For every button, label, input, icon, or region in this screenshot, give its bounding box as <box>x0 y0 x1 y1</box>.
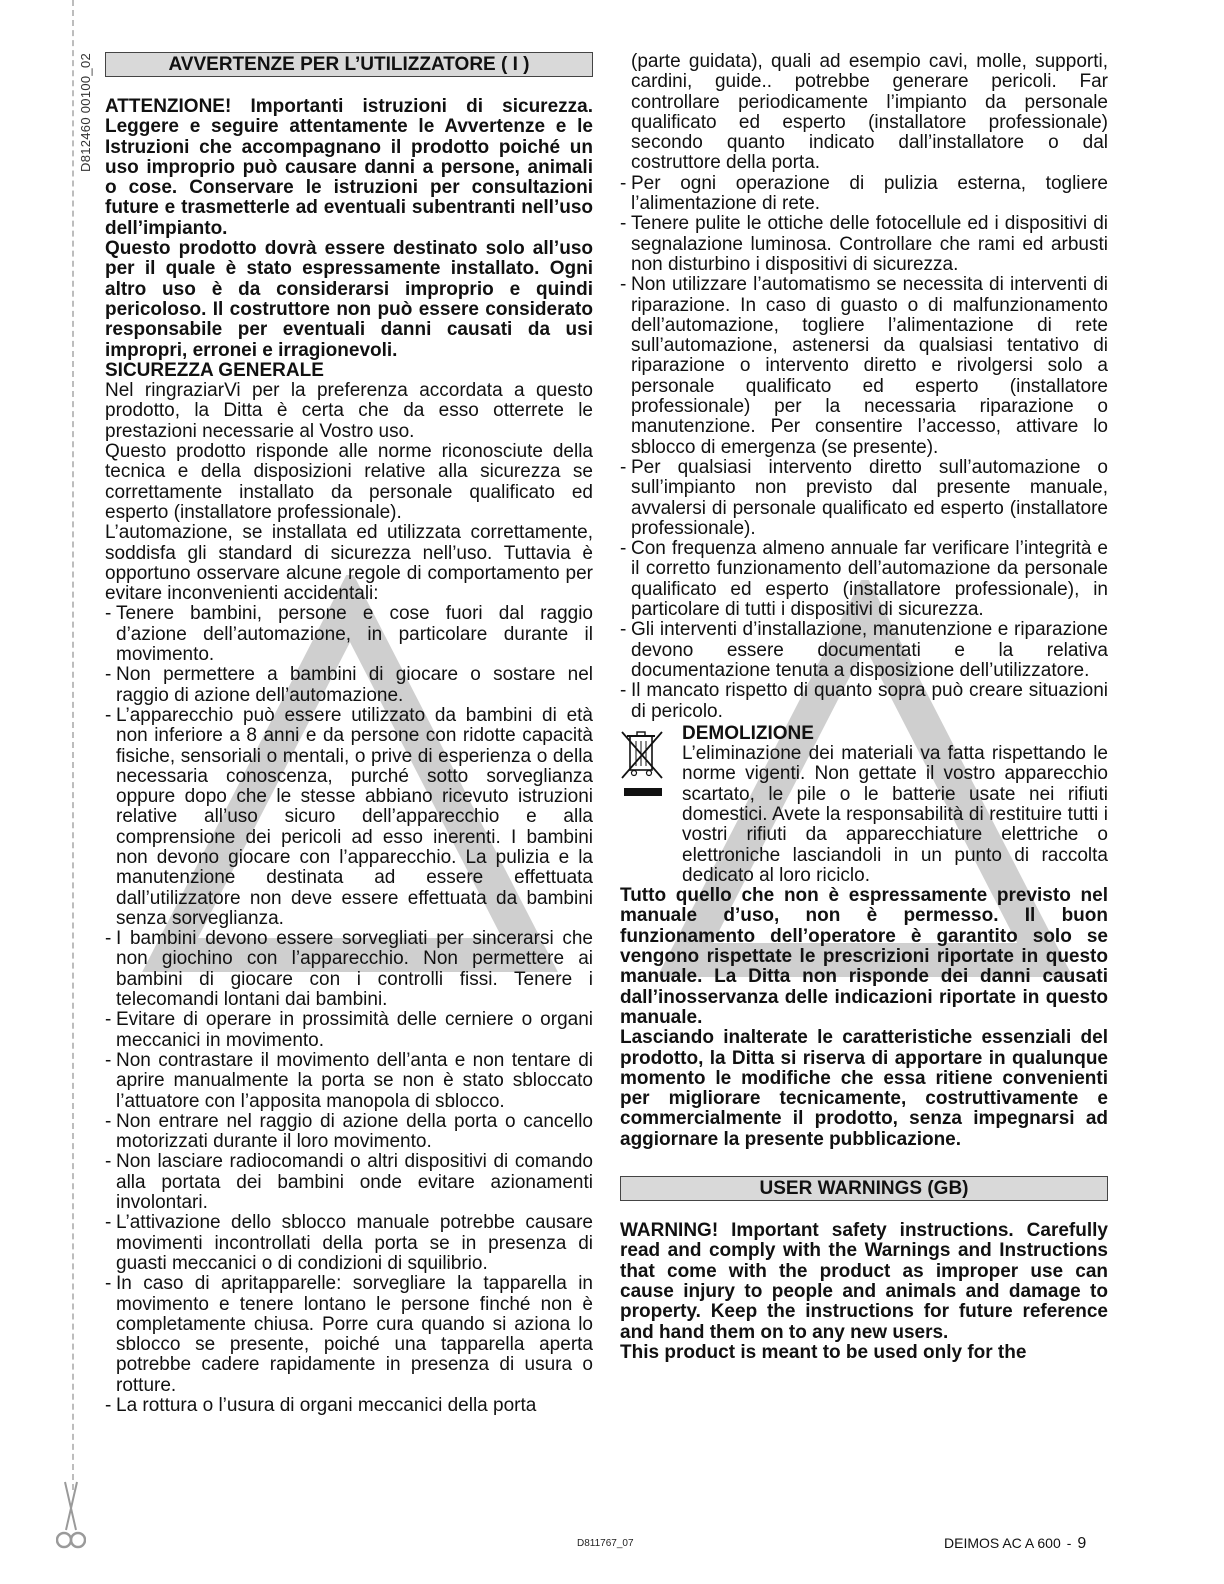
paragraph: Nel ringraziarVi per la preferenza accordata a questo prodotto, la Ditta è certa che da esso otterrete le prestazioni necessarie al Vostro uso. <box>105 380 593 442</box>
list-item: - Evitare di operare in prossimità delle cerniere o organi meccanici in movimento. <box>105 1010 593 1051</box>
right-column <box>620 52 1108 1363</box>
demolition-text: L’eliminazione dei materiali va fatta rispettando le norme vigenti. Non gettate il vostro apparecchio scartato, le pile o le batterie usate nei rifiuti domestici. Avete la responsabilità di restituire tutti i vostri rifiuti da apparecchiature elettriche o elettroniche lasciandoli in un punto di raccolta dedicato al loro riciclo. <box>682 743 1108 886</box>
list-item: - Non lasciare radiocomandi o altri dispositivi di comando alla portata dei bambini onde evitare azionamenti involontari. <box>105 1152 593 1213</box>
list-item: - Non permettere a bambini di giocare o sostare nel raggio di azione dell’automazione. <box>105 665 593 706</box>
demolition-section <box>620 724 1108 886</box>
paragraph: Questo prodotto risponde alle norme riconosciute della tecnica e della disposizioni relative alla sicurezza se correttamente installato da personale qualificato ed esperto (installatore professionale). <box>105 441 593 523</box>
list-item: - La rottura o l’usura di organi meccanici della porta <box>105 1396 593 1416</box>
list-item: - I bambini devono essere sorvegliati per sincerarsi che non giochino con l’apparecchio. Non permettere ai bambini di giocare con i controlli fissi. Tenere i telecomandi lontani dai bambini. <box>105 929 593 1010</box>
list-item: - Gli interventi d’installazione, manutenzione e riparazione devono essere documentati e la relativa documentazione tenuta a disposizione dell’utilizzatore. <box>620 620 1108 681</box>
list-item: - Per ogni operazione di pulizia esterna, togliere l’alimentazione di rete. <box>620 174 1108 215</box>
footer-model: DEIMOS AC A 600 <box>944 1535 1061 1551</box>
cut-line <box>72 0 74 1490</box>
safety-rules-list <box>105 604 593 1416</box>
crossed-out-bin-icon <box>620 728 666 804</box>
left-column <box>105 52 593 1416</box>
demolition-heading: DEMOLIZIONE <box>682 722 814 744</box>
list-item: - Il mancato rispetto di quanto sopra può creare situazioni di pericolo. <box>620 681 1108 722</box>
list-item: - Tenere pulite le ottiche delle fotocellule ed i dispositivi di segnalazione luminosa. Controllare che rami ed arbusti non disturbino i dispositivi di sicurezza. <box>620 214 1108 275</box>
list-item: - Non contrastare il movimento dell’anta e non tentare di aprire manualmente la porta se non è stato sbloccato l’attuatore con l’apposita manopola di sblocco. <box>105 1051 593 1112</box>
section-banner-english: USER WARNINGS (GB) <box>620 1176 1108 1201</box>
footer-document-code: D811767_07 <box>577 1538 634 1549</box>
page-number: 9 <box>1077 1535 1087 1552</box>
side-document-code: D812460 00100_02 <box>78 52 93 172</box>
intended-use-bold: Questo prodotto dovrà essere destinato solo all’uso per il quale è stato espressamente installato. Ogni altro uso è da considerarsi improprio e quindi pericoloso. Il costruttore non può essere considerato responsabile per eventuali danni causati da usi impropri, erronei e irragionevoli. <box>105 238 593 361</box>
closing-notice-bold: Tutto quello che non è espressamente previsto nel manuale d’uso, non è permesso. Il buon funzionamento dell’operatore è garantito solo se vengono rispettate le prescrizioni riportate in questo manuale. La Ditta non risponde dei danni causati dall’inosservanza delle indicazioni riportate in questo manuale. <box>620 885 1108 1028</box>
scissors-icon <box>56 1478 86 1558</box>
section-heading: SICUREZZA GENERALE <box>105 359 324 381</box>
list-item: - Non utilizzare l’automatismo se necessita di interventi di riparazione. In caso di guasto o di malfunzionamento dell’automazione, togliere l’alimentazione di rete sull’automazione, astenersi da qualsiasi tentativo di riparazione o intervento diretto e rivolgersi solo a personale qualificato ed esperto (installatore professionale) per la necessaria riparazione o manutenzione. Per consentire l’accesso, attivare lo sblocco di emergenza (se presente). <box>620 275 1108 458</box>
gb-safety-warning-bold: WARNING! Important safety instructions. Carefully read and comply with the Warnings and Instructions that come with the product as improper use can cause injury to people and animals and damage to property. Keep the instructions for future reference and hand them on to any new users. <box>620 1220 1108 1343</box>
list-item: - Non entrare nel raggio di azione della porta o cancello motorizzati durante il loro movimento. <box>105 1112 593 1153</box>
closing-reservation-bold: Lasciando inalterate le caratteristiche essenziali del prodotto, la Ditta si riserva di apportare in qualunque momento le modifiche che essa ritiene convenienti per migliorare tecnicamente, costruttivamente e commercialmente il prodotto, senza impegnarsi ad aggiornare la presente pubblicazione. <box>620 1027 1108 1150</box>
safety-warning-bold: ATTENZIONE! Importanti istruzioni di sicurezza. Leggere e seguire attentamente le Avvertenze e le Istruzioni che accompagnano il prodotto poiché un uso improprio può causare danni a persone, animali o cose. Conservare le istruzioni per consultazioni future e trasmetterle ad eventuali subentranti nell’uso dell’impianto. <box>105 96 593 239</box>
list-item: - In caso di apritapparelle: sorvegliare la tapparella in movimento e tenere lontano le persone finché non è completamente chiusa. Porre cura quando si aziona lo sblocco se presente, poiché una tapparella aperta potrebbe cadere rapidamente in presenza di usura o rotture. <box>105 1274 593 1396</box>
list-item: - L’apparecchio può essere utilizzato da bambini di età non inferiore a 8 anni e da persone con ridotte capacità fisiche, sensoriali o mentali, o prive di esperienza o della necessaria conoscenza, purché sotto sorveglianza oppure dopo che le stesse abbiano ricevuto istruzioni relative all’uso sicuro dell’apparecchio e alla comprensione dei pericoli ad esso inerenti. I bambini non devono giocare con l’apparecchio. La pulizia e la manutenzione destinata ad essere effettuata dall’utilizzatore non deve essere effettuata da bambini senza sorveglianza. <box>105 706 593 929</box>
list-item: - Per qualsiasi intervento diretto sull’automazione o sull’impianto non previsto dal presente manuale, avvalersi di personale qualificato ed esperto (installatore professionale). <box>620 458 1108 539</box>
list-item: - L’attivazione dello sblocco manuale potrebbe causare movimenti incontrollati della porta se in presenza di guasti meccanici o di condizioni di squilibrio. <box>105 1213 593 1274</box>
spacer <box>620 1150 1108 1176</box>
list-item: - Con frequenza almeno annuale far verificare l’integrità e il corretto funzionamento dell’automazione da personale qualificato ed esperto (installatore professionale), in particolare di tutti i dispositivi di sicurezza. <box>620 539 1108 620</box>
section-banner-italian: AVVERTENZE PER L’UTILIZZATORE ( I ) <box>105 52 593 77</box>
footer-model-page <box>944 1535 1086 1553</box>
paragraph: L’automazione, se installata ed utilizzata correttamente, soddisfa gli standard di sicurezza nell’uso. Tuttavia è opportuno osservare alcune regole di comportamento per evitare inconvenienti accidentali: <box>105 522 593 605</box>
safety-rules-list-continued <box>620 174 1108 722</box>
list-item: - Tenere bambini, persone e cose fuori dal raggio d’azione dell’automazione, in particolare durante il movimento. <box>105 604 593 665</box>
footer-separator: - <box>1066 1535 1072 1551</box>
gb-intended-use-bold: This product is meant to be used only for the <box>620 1341 1027 1363</box>
continued-paragraph: (parte guidata), quali ad esempio cavi, molle, supporti, cardini, guide.. potrebbe generare pericoli. Far controllare periodicamente l’impianto da personale qualificato ed esperto (installatore professionale) secondo quanto indicato dall’installatore o dal costruttore della porta. <box>631 51 1108 174</box>
